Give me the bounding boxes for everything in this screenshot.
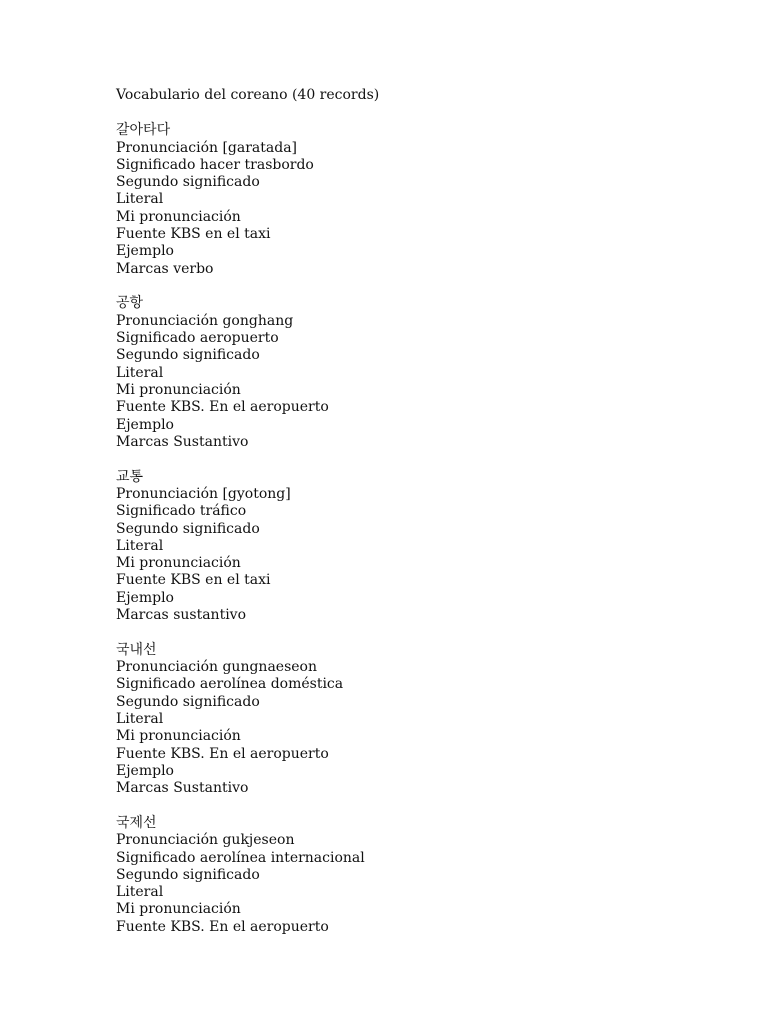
entry-tags: Marcas Sustantivo <box>116 780 249 797</box>
entry-literal: Literal <box>116 364 164 381</box>
entry-literal: Literal <box>116 884 164 901</box>
document-page <box>116 87 716 954</box>
entry-second-meaning: Segundo significado <box>116 693 260 710</box>
entry-literal: Literal <box>116 711 164 727</box>
entry-literal: Literal <box>116 191 164 208</box>
entry-pronunciation: Pronunciación gungnaeseon <box>116 659 317 676</box>
vocab-entry <box>116 642 716 798</box>
entry-tags: Marcas sustantivo <box>116 607 247 624</box>
entry-pronunciation: Pronunciación gukjeseon <box>116 832 295 849</box>
vocab-entry <box>116 122 716 278</box>
entry-source: Fuente KBS. En el aeropuerto <box>116 918 329 935</box>
entry-source: Fuente KBS. En el aeropuerto <box>116 745 329 762</box>
entry-tags: Marcas Sustantivo <box>116 433 249 450</box>
entry-pronunciation: Pronunciación gonghang <box>116 312 294 329</box>
document-title: Vocabulario del coreano (40 records) <box>116 87 380 103</box>
entry-headword: 공항 <box>116 295 144 312</box>
entry-second-meaning: Segundo significado <box>116 520 260 537</box>
entry-my-pronunciation: Mi pronunciación <box>116 208 241 225</box>
entry-my-pronunciation: Mi pronunciación <box>116 555 241 572</box>
entry-source: Fuente KBS en el taxi <box>116 572 271 589</box>
entry-example: Ejemplo <box>116 416 174 433</box>
entry-pronunciation: Pronunciación [gyotong] <box>116 485 291 502</box>
entry-meaning: Significado aerolínea doméstica <box>116 676 344 693</box>
entry-example: Ejemplo <box>116 589 174 606</box>
entry-second-meaning: Segundo significado <box>116 347 260 364</box>
entry-source: Fuente KBS. En el aeropuerto <box>116 399 329 416</box>
entry-headword: 국내선 <box>116 641 157 658</box>
entry-literal: Literal <box>116 537 164 554</box>
entry-tags: Marcas verbo <box>116 260 214 277</box>
vocab-entry <box>116 469 716 625</box>
entry-headword: 갈아타다 <box>116 122 171 139</box>
vocab-entry <box>116 295 716 451</box>
entry-headword: 교통 <box>116 468 144 485</box>
entry-meaning: Significado aeropuerto <box>116 330 279 347</box>
entry-my-pronunciation: Mi pronunciación <box>116 381 241 398</box>
entry-my-pronunciation: Mi pronunciación <box>116 728 241 745</box>
entry-example: Ejemplo <box>116 762 174 779</box>
entry-meaning: Significado hacer trasbordo <box>116 156 314 173</box>
entry-my-pronunciation: Mi pronunciación <box>116 901 241 918</box>
entry-example: Ejemplo <box>116 243 174 260</box>
entry-pronunciation: Pronunciación [garatada] <box>116 139 298 156</box>
entry-second-meaning: Segundo significado <box>116 866 260 883</box>
entry-meaning: Significado tráfico <box>116 503 247 520</box>
entry-source: Fuente KBS en el taxi <box>116 226 271 243</box>
vocab-entry <box>116 815 716 936</box>
entry-meaning: Significado aerolínea internacional <box>116 849 365 866</box>
entry-second-meaning: Segundo significado <box>116 174 260 191</box>
entry-headword: 국제선 <box>116 814 157 831</box>
